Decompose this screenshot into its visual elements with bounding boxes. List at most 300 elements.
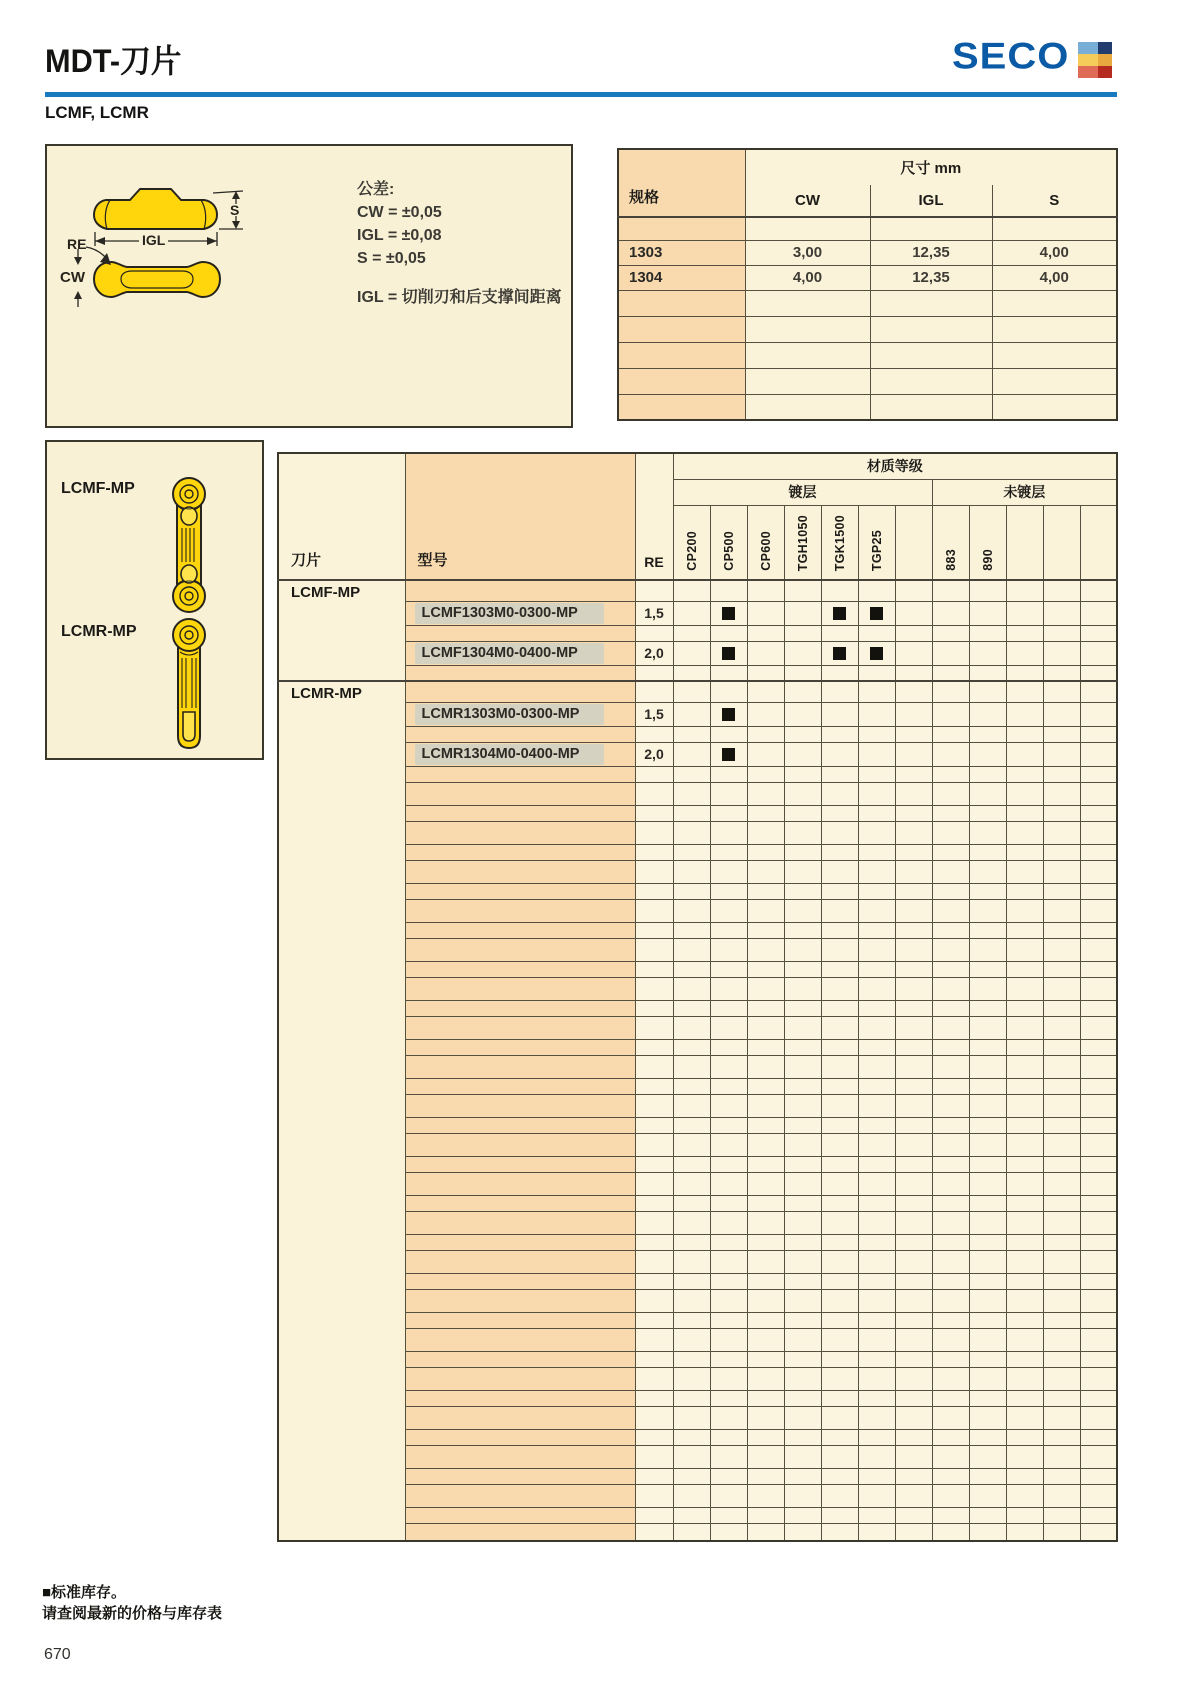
dimension-cell	[745, 290, 870, 316]
grade-cell	[932, 1000, 969, 1016]
grade-cell	[1006, 1094, 1043, 1117]
model-cell	[405, 922, 635, 938]
dimension-cell: 3,00	[745, 240, 870, 265]
grade-cell	[821, 1195, 858, 1211]
grade-cell	[710, 1250, 747, 1273]
grade-cell	[710, 625, 747, 641]
grade-cell	[1006, 1312, 1043, 1328]
grade-column-header	[710, 505, 747, 580]
grade-cell	[821, 1507, 858, 1523]
grade-column-header	[747, 505, 784, 580]
grade-cell	[895, 782, 932, 805]
stock-mark-icon	[722, 607, 735, 620]
grade-cell	[747, 1016, 784, 1039]
grade-cell	[710, 1234, 747, 1250]
grade-cell	[673, 1234, 710, 1250]
cw-column-header: CW	[745, 185, 870, 217]
grade-cell	[1043, 1117, 1080, 1133]
grade-cell	[932, 922, 969, 938]
grade-cell	[1043, 977, 1080, 1000]
grade-cell	[858, 1211, 895, 1234]
grade-cell	[932, 844, 969, 860]
grade-cell	[858, 1000, 895, 1016]
grade-cell	[1043, 726, 1080, 742]
grade-cell	[747, 805, 784, 821]
grade-cell	[1080, 844, 1117, 860]
grade-cell	[858, 1468, 895, 1484]
model-cell	[405, 1468, 635, 1484]
grade-cell	[747, 844, 784, 860]
price-list-note: 请查阅最新的价格与库存表	[42, 1605, 223, 1622]
grade-cell	[1043, 1351, 1080, 1367]
grade-cell	[969, 1211, 1006, 1234]
grade-cell	[1006, 1055, 1043, 1078]
spec-cell: 1304	[618, 265, 745, 290]
grade-cell	[821, 641, 858, 665]
grade-cell	[858, 1273, 895, 1289]
grade-cell	[673, 1523, 710, 1541]
grade-cell	[1006, 1039, 1043, 1055]
grade-cell	[969, 1133, 1006, 1156]
grade-column-label: 890	[980, 549, 995, 571]
grade-cell	[969, 1039, 1006, 1055]
grade-cell	[784, 1390, 821, 1406]
grade-cell	[747, 782, 784, 805]
grade-cell	[932, 1039, 969, 1055]
model-number: LCMF1304M0-0400-MP	[415, 643, 604, 664]
grade-cell	[784, 641, 821, 665]
grade-cell	[673, 860, 710, 883]
grade-cell	[710, 601, 747, 625]
spec-cell	[618, 368, 745, 394]
model-cell	[405, 1250, 635, 1273]
grade-cell	[1043, 1289, 1080, 1312]
grade-cell	[1080, 1250, 1117, 1273]
grade-cell	[673, 681, 710, 702]
grade-cell	[821, 1172, 858, 1195]
grade-cell	[673, 1429, 710, 1445]
seco-logo-squares-icon	[1078, 42, 1112, 78]
grade-cell	[747, 1039, 784, 1055]
model-cell	[405, 860, 635, 883]
grade-cell	[784, 938, 821, 961]
re-cell	[635, 1523, 673, 1541]
re-cell	[635, 844, 673, 860]
spec-cell: 1303	[618, 240, 745, 265]
grade-cell	[673, 702, 710, 726]
grade-cell	[784, 1250, 821, 1273]
grade-cell	[895, 938, 932, 961]
grade-cell	[673, 1406, 710, 1429]
grade-cell	[821, 938, 858, 961]
grade-cell	[821, 782, 858, 805]
grade-cell	[821, 1078, 858, 1094]
grade-cell	[1043, 1211, 1080, 1234]
re-cell: 1,5	[635, 601, 673, 625]
grade-cell	[784, 1429, 821, 1445]
model-cell	[405, 1445, 635, 1468]
grade-cell	[1006, 899, 1043, 922]
grade-cell	[747, 1000, 784, 1016]
model-number: LCMR1303M0-0300-MP	[415, 704, 604, 725]
grade-cell	[673, 1094, 710, 1117]
grade-cell	[1080, 665, 1117, 681]
grade-cell	[1080, 1312, 1117, 1328]
grade-cell	[932, 1172, 969, 1195]
grade-cell	[784, 1507, 821, 1523]
grade-cell	[1080, 1133, 1117, 1156]
grade-cell	[784, 1211, 821, 1234]
grade-cell	[784, 1523, 821, 1541]
re-cell	[635, 665, 673, 681]
grade-cell	[1080, 938, 1117, 961]
dim-empty-row	[618, 217, 1117, 240]
re-cell	[635, 681, 673, 702]
model-cell	[405, 726, 635, 742]
grade-cell	[895, 961, 932, 977]
grade-cell	[1080, 601, 1117, 625]
grade-cell	[821, 1445, 858, 1468]
grade-cell	[747, 601, 784, 625]
grade-cell	[932, 938, 969, 961]
stock-legend-note: ■标准库存。	[42, 1584, 127, 1601]
grade-cell	[821, 1429, 858, 1445]
grade-cell	[932, 601, 969, 625]
grade-cell	[1080, 1468, 1117, 1484]
grade-cell	[932, 1156, 969, 1172]
grade-cell	[932, 782, 969, 805]
grade-cell	[858, 665, 895, 681]
grade-column-label: CP200	[684, 531, 699, 571]
grade-cell	[710, 860, 747, 883]
insert-family-label: LCMF-MP	[291, 584, 361, 601]
grade-cell	[784, 1094, 821, 1117]
grade-cell	[821, 821, 858, 844]
dim-label-cw: CW	[60, 269, 85, 286]
grade-cell	[895, 1468, 932, 1484]
grade-cell	[821, 977, 858, 1000]
grade-cell	[1080, 1507, 1117, 1523]
grade-cell	[895, 1328, 932, 1351]
grade-cell	[1006, 1195, 1043, 1211]
grade-cell	[858, 1055, 895, 1078]
grade-cell	[858, 702, 895, 726]
s-column-header: S	[992, 185, 1117, 217]
grade-cell	[1043, 899, 1080, 922]
grade-cell	[932, 1445, 969, 1468]
grade-cell	[858, 844, 895, 860]
grade-cell	[932, 1133, 969, 1156]
dimension-cell	[992, 290, 1117, 316]
grade-cell	[1006, 1328, 1043, 1351]
model-cell	[405, 1312, 635, 1328]
grade-cell	[969, 844, 1006, 860]
grade-cell	[1080, 1094, 1117, 1117]
grade-cell	[710, 1390, 747, 1406]
grade-cell	[710, 1133, 747, 1156]
grade-cell	[1043, 922, 1080, 938]
grade-cell	[1080, 1484, 1117, 1507]
grade-column-header	[1080, 505, 1117, 580]
grade-cell	[821, 580, 858, 601]
grade-cell	[1080, 1328, 1117, 1351]
grade-cell	[673, 1000, 710, 1016]
grade-cell	[710, 1484, 747, 1507]
grade-cell	[895, 625, 932, 641]
grade-cell	[784, 665, 821, 681]
grade-cell	[821, 1367, 858, 1390]
model-cell	[405, 1156, 635, 1172]
grade-cell	[784, 1000, 821, 1016]
grade-cell	[747, 961, 784, 977]
spec-cell	[618, 342, 745, 368]
grade-cell	[969, 805, 1006, 821]
grade-cell	[784, 899, 821, 922]
grade-cell	[710, 1078, 747, 1094]
grade-cell	[1043, 1273, 1080, 1289]
grade-cell	[895, 883, 932, 899]
header-rule	[45, 92, 1117, 97]
grade-cell	[821, 601, 858, 625]
model-cell	[405, 883, 635, 899]
grade-cell	[784, 625, 821, 641]
grade-cell	[1006, 726, 1043, 742]
grade-cell	[1080, 1390, 1117, 1406]
grade-cell	[969, 1429, 1006, 1445]
grade-cell	[895, 1429, 932, 1445]
grade-cell	[969, 1328, 1006, 1351]
grade-cell	[784, 1406, 821, 1429]
grade-column-label: TGK1500	[832, 514, 847, 571]
grade-cell	[932, 1273, 969, 1289]
model-cell	[405, 1390, 635, 1406]
grade-cell	[710, 742, 747, 766]
grade-cell	[858, 1117, 895, 1133]
grade-cell	[784, 1445, 821, 1468]
grade-cell	[1080, 821, 1117, 844]
re-cell	[635, 961, 673, 977]
grade-cell	[784, 681, 821, 702]
grade-cell	[747, 1406, 784, 1429]
grade-column-label: TGH1050	[795, 514, 810, 571]
grade-cell	[1043, 1195, 1080, 1211]
grade-cell	[673, 601, 710, 625]
grade-cell	[1006, 1289, 1043, 1312]
grade-cell	[1006, 782, 1043, 805]
grade-cell	[673, 1312, 710, 1328]
dimension-cell	[745, 342, 870, 368]
grade-cell	[1006, 1367, 1043, 1390]
group-label-row	[278, 681, 1117, 702]
grade-cell	[1006, 1523, 1043, 1541]
model-cell	[405, 681, 635, 702]
grade-cell	[1080, 977, 1117, 1000]
model-cell	[405, 977, 635, 1000]
grade-cell	[747, 821, 784, 844]
insert-column-header: 刀片	[278, 453, 405, 580]
dimension-cell: 4,00	[992, 265, 1117, 290]
re-cell	[635, 860, 673, 883]
grade-cell	[969, 665, 1006, 681]
grade-cell	[969, 1312, 1006, 1328]
dimension-cell	[745, 394, 870, 420]
grade-cell	[858, 1406, 895, 1429]
model-cell	[405, 1484, 635, 1507]
spec-cell	[618, 217, 745, 240]
grade-cell	[673, 1117, 710, 1133]
grade-cell	[895, 1117, 932, 1133]
grade-cell	[1043, 782, 1080, 805]
model-cell	[405, 938, 635, 961]
grade-cell	[1043, 1523, 1080, 1541]
grade-cell	[1006, 977, 1043, 1000]
grade-column-header	[1006, 505, 1043, 580]
grade-cell	[747, 1312, 784, 1328]
grade-cell	[1006, 1445, 1043, 1468]
grade-cell	[932, 580, 969, 601]
grade-cell	[858, 641, 895, 665]
grade-cell	[858, 580, 895, 601]
grade-cell	[932, 1523, 969, 1541]
grade-cell	[969, 580, 1006, 601]
grade-cell	[895, 1211, 932, 1234]
model-cell	[405, 961, 635, 977]
model-cell	[405, 1351, 635, 1367]
grade-cell	[932, 1078, 969, 1094]
grade-cell	[969, 1273, 1006, 1289]
grade-cell	[1080, 883, 1117, 899]
grade-cell	[784, 821, 821, 844]
dim-label-s: S	[230, 202, 240, 218]
grade-cell	[821, 1234, 858, 1250]
group-label-row	[278, 580, 1117, 601]
grade-cell	[747, 1429, 784, 1445]
grade-cell	[932, 1507, 969, 1523]
grade-cell	[747, 1367, 784, 1390]
grade-cell	[1080, 766, 1117, 782]
grade-cell	[821, 665, 858, 681]
grade-cell	[1080, 860, 1117, 883]
grade-cell	[969, 1055, 1006, 1078]
grade-cell	[747, 1390, 784, 1406]
re-cell: 2,0	[635, 742, 673, 766]
dimension-cell	[870, 394, 992, 420]
re-cell	[635, 1117, 673, 1133]
grade-cell	[821, 1312, 858, 1328]
grade-cell	[747, 1351, 784, 1367]
grade-cell	[784, 1156, 821, 1172]
grade-cell	[747, 1078, 784, 1094]
grade-cell	[673, 1351, 710, 1367]
grade-cell	[932, 1351, 969, 1367]
stock-mark-icon	[722, 708, 735, 721]
re-cell	[635, 883, 673, 899]
grade-cell	[858, 1507, 895, 1523]
grade-cell	[1006, 1468, 1043, 1484]
re-cell	[635, 1156, 673, 1172]
model-cell	[405, 1172, 635, 1195]
grade-cell	[784, 977, 821, 1000]
grade-cell	[1080, 1211, 1117, 1234]
model-cell	[405, 1289, 635, 1312]
grade-cell	[895, 641, 932, 665]
grade-cell	[1080, 1351, 1117, 1367]
model-cell	[405, 844, 635, 860]
grade-cell	[747, 883, 784, 899]
model-cell	[405, 899, 635, 922]
grade-cell	[747, 1055, 784, 1078]
grade-cell	[710, 961, 747, 977]
grade-cell	[858, 883, 895, 899]
grade-cell	[784, 1289, 821, 1312]
grade-column-header	[969, 505, 1006, 580]
grade-cell	[710, 821, 747, 844]
grade-cell	[969, 782, 1006, 805]
stock-mark-icon	[722, 748, 735, 761]
grade-cell	[1006, 641, 1043, 665]
grade-cell	[673, 766, 710, 782]
grade-cell	[858, 726, 895, 742]
re-cell	[635, 1445, 673, 1468]
grade-cell	[969, 1523, 1006, 1541]
grade-cell	[821, 702, 858, 726]
grade-cell	[1006, 844, 1043, 860]
page-title: MDT-刀片	[45, 43, 182, 79]
grade-cell	[747, 641, 784, 665]
grade-cell	[1043, 1055, 1080, 1078]
grade-cell	[895, 1507, 932, 1523]
grade-column-label: CP500	[721, 531, 736, 571]
grade-cell	[710, 1445, 747, 1468]
grade-cell	[858, 782, 895, 805]
grade-cell	[821, 844, 858, 860]
grade-cell	[747, 922, 784, 938]
grade-column-label: TGP25	[869, 529, 884, 571]
dimension-cell	[870, 316, 992, 342]
grade-cell	[1006, 742, 1043, 766]
grade-cell	[784, 1195, 821, 1211]
grade-cell	[784, 580, 821, 601]
grade-cell	[895, 805, 932, 821]
grade-cell	[969, 1000, 1006, 1016]
dimension-cell	[870, 217, 992, 240]
dimension-cell	[992, 368, 1117, 394]
model-cell	[405, 1273, 635, 1289]
grade-cell	[784, 1273, 821, 1289]
grade-cell	[1043, 805, 1080, 821]
dim-empty-row	[618, 316, 1117, 342]
re-cell	[635, 1328, 673, 1351]
grade-cell	[821, 1273, 858, 1289]
grade-cell	[858, 1250, 895, 1273]
grade-cell	[858, 1367, 895, 1390]
dim-data-row	[618, 265, 1117, 290]
tolerance-s: S = ±0,05	[357, 250, 426, 267]
grade-cell	[747, 1273, 784, 1289]
grade-cell	[1043, 844, 1080, 860]
grade-cell	[1080, 1429, 1117, 1445]
grade-cell	[895, 1055, 932, 1078]
grade-cell	[1080, 1523, 1117, 1541]
grade-cell	[1043, 702, 1080, 726]
grade-cell	[747, 1250, 784, 1273]
grade-cell	[673, 726, 710, 742]
grade-cell	[673, 1016, 710, 1039]
grade-cell	[821, 922, 858, 938]
grade-cell	[969, 1406, 1006, 1429]
grade-cell	[895, 742, 932, 766]
grade-cell	[932, 1094, 969, 1117]
